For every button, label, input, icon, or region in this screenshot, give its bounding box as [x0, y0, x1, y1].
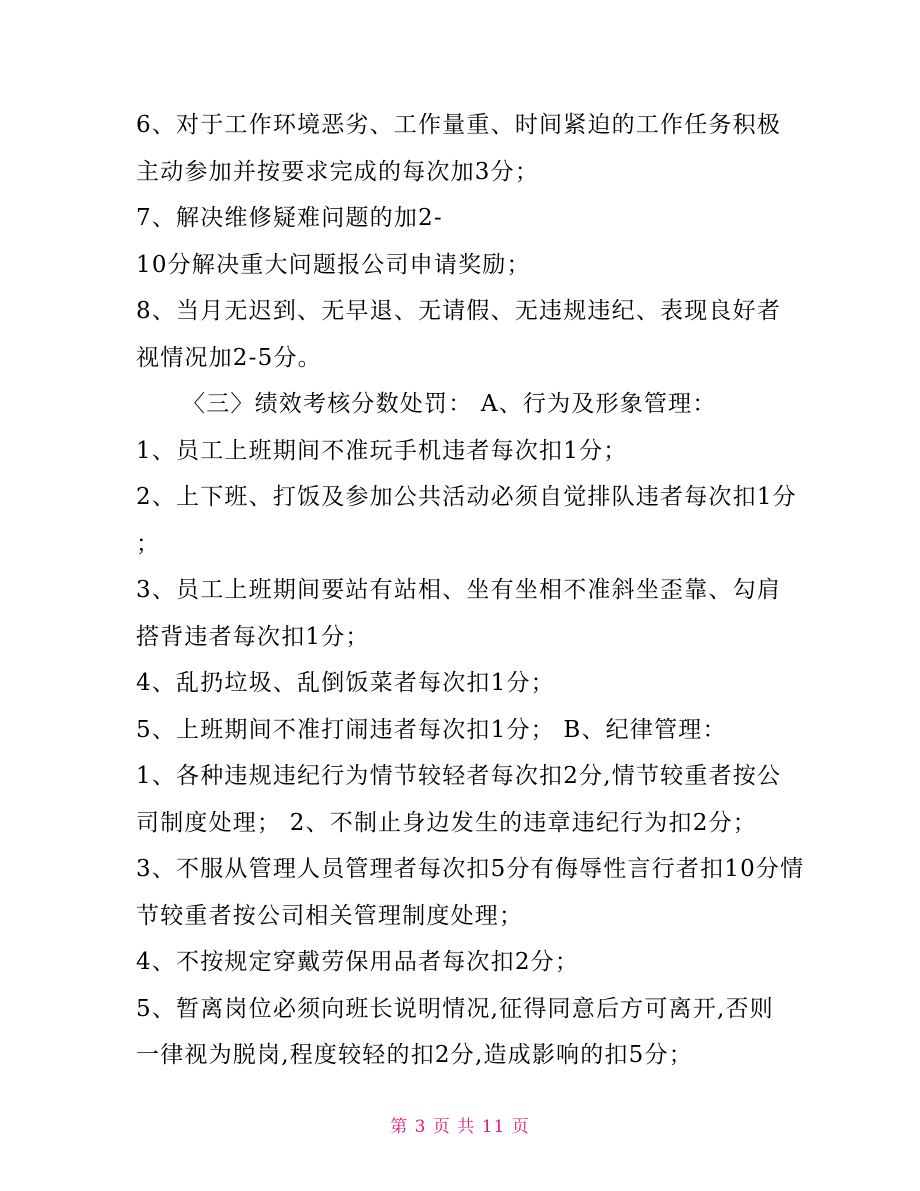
- text-line: 10分解决重大问题报公司申请奖励；: [136, 251, 531, 278]
- section-heading: 〈三〉绩效考核分数处罚： A、行为及形象管理：: [182, 391, 717, 417]
- page-footer: 第 3 页 共 11 页: [390, 1117, 530, 1137]
- text-line: 6、对于工作环境恶劣、工作量重、时间紧迫的工作任务积极: [136, 112, 782, 138]
- text-line: 视情况加2-5分。: [136, 344, 322, 371]
- text-line: 5、上班期间不准打闹违者每次扣1分； B、纪律管理：: [136, 716, 727, 743]
- text-line: 节较重者按公司相关管理制度处理；: [136, 902, 524, 929]
- text-line: 8、当月无迟到、无早退、无请假、无违规违纪、表现良好者: [136, 298, 782, 324]
- text-line: 2、上下班、打饭及参加公共活动必须自觉排队违者每次扣1分: [136, 484, 797, 510]
- document-body: [136, 102, 805, 1079]
- text-line: 5、暂离岗位必须向班长说明情况,征得同意后方可离开,否则: [136, 995, 774, 1022]
- text-line: 3、不服从管理人员管理者每次扣5分有侮辱性言行者扣10分情: [136, 856, 805, 882]
- text-line: 3、员工上班期间要站有站相、坐有坐相不准斜坐歪靠、勾肩: [136, 577, 782, 603]
- text-line: 主动参加并按要求完成的每次加3分；: [136, 158, 540, 185]
- text-line: ；: [136, 530, 161, 557]
- text-line: 7、解决维修疑难问题的加2-: [136, 205, 443, 231]
- text-line: 1、各种违规违纪行为情节较轻者每次扣2分,情节较重者按公: [136, 763, 782, 789]
- text-line: 4、乱扔垃圾、乱倒饭菜者每次扣1分；: [136, 670, 555, 696]
- text-line: 4、不按规定穿戴劳保用品者每次扣2分；: [136, 949, 580, 975]
- text-line: 搭背违者每次扣1分；: [136, 623, 370, 650]
- text-line: 司制度处理； 2、不制止身边发生的违章违纪行为扣2分；: [136, 809, 757, 836]
- text-line: 1、员工上班期间不准玩手机违者每次扣1分；: [136, 437, 628, 464]
- text-line: 一律视为脱岗,程度较轻的扣2分,造成影响的扣5分；: [136, 1042, 693, 1068]
